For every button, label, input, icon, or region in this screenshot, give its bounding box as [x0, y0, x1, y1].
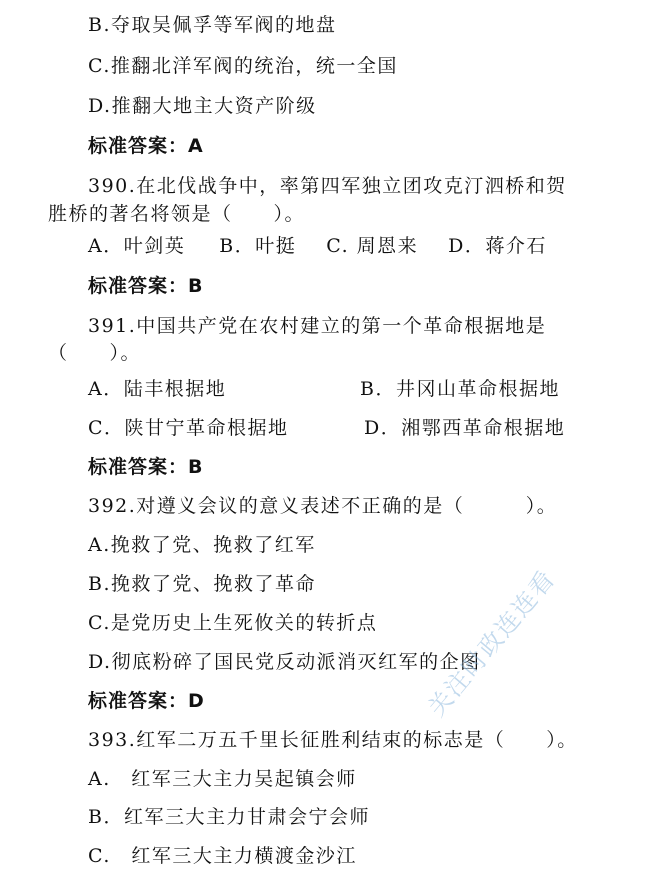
q389-answer: 标准答案：A: [88, 135, 204, 157]
q392-option-c: C.是党历史上生死攸关的转折点: [88, 612, 378, 634]
watermark-text: 关注时政连连看: [422, 564, 562, 722]
q391-option-a: A．陆丰根据地: [88, 378, 227, 400]
q389-option-b: B.夺取吴佩孚等军阀的地盘: [88, 14, 337, 36]
q391-stem-line1: 391.中国共产党在农村建立的第一个革命根据地是: [88, 315, 547, 337]
q393-option-b: B．红军三大主力甘肃会宁会师: [88, 806, 370, 828]
q392-option-d: D.彻底粉碎了国民党反动派消灭红军的企图: [88, 651, 481, 673]
q393-option-a: A. 红军三大主力吴起镇会师: [88, 768, 357, 790]
q391-option-c: C．陕甘宁革命根据地: [88, 417, 289, 439]
q393-option-c: C. 红军三大主力横渡金沙江: [88, 845, 357, 867]
q390-option-b: B．叶挺: [219, 235, 297, 257]
q391-answer: 标准答案：B: [88, 456, 204, 478]
q390-option-c: C. 周恩来: [326, 235, 419, 257]
q389-option-c: C.推翻北洋军阀的统治，统一全国: [88, 55, 398, 77]
q389-option-d: D.推翻大地主大资产阶级: [88, 95, 317, 117]
q390-stem-line1: 390.在北伐战争中，率第四军独立团攻克汀泗桥和贺: [88, 175, 567, 197]
q392-answer: 标准答案：D: [88, 690, 205, 712]
q390-options-row: [88, 235, 547, 257]
q392-stem: 392.对遵义会议的意义表述不正确的是（ ）。: [88, 495, 558, 517]
q391-option-d: D．湘鄂西革命根据地: [364, 417, 566, 439]
q391-option-b: B．井冈山革命根据地: [360, 378, 560, 400]
q392-option-b: B.挽救了党、挽救了革命: [88, 573, 317, 595]
q390-stem-line2: 胜桥的著名将领是（ ）。: [48, 203, 306, 225]
q391-stem-line2: （ ）。: [48, 342, 142, 364]
q390-option-a: A．叶剑英: [88, 235, 186, 257]
q393-stem: 393.红军二万五千里长征胜利结束的标志是（ ）。: [88, 729, 578, 751]
q390-answer: 标准答案：B: [88, 275, 204, 297]
q392-option-a: A.挽救了党、挽救了红军: [88, 534, 316, 556]
q390-option-d: D．蒋介石: [448, 235, 547, 257]
